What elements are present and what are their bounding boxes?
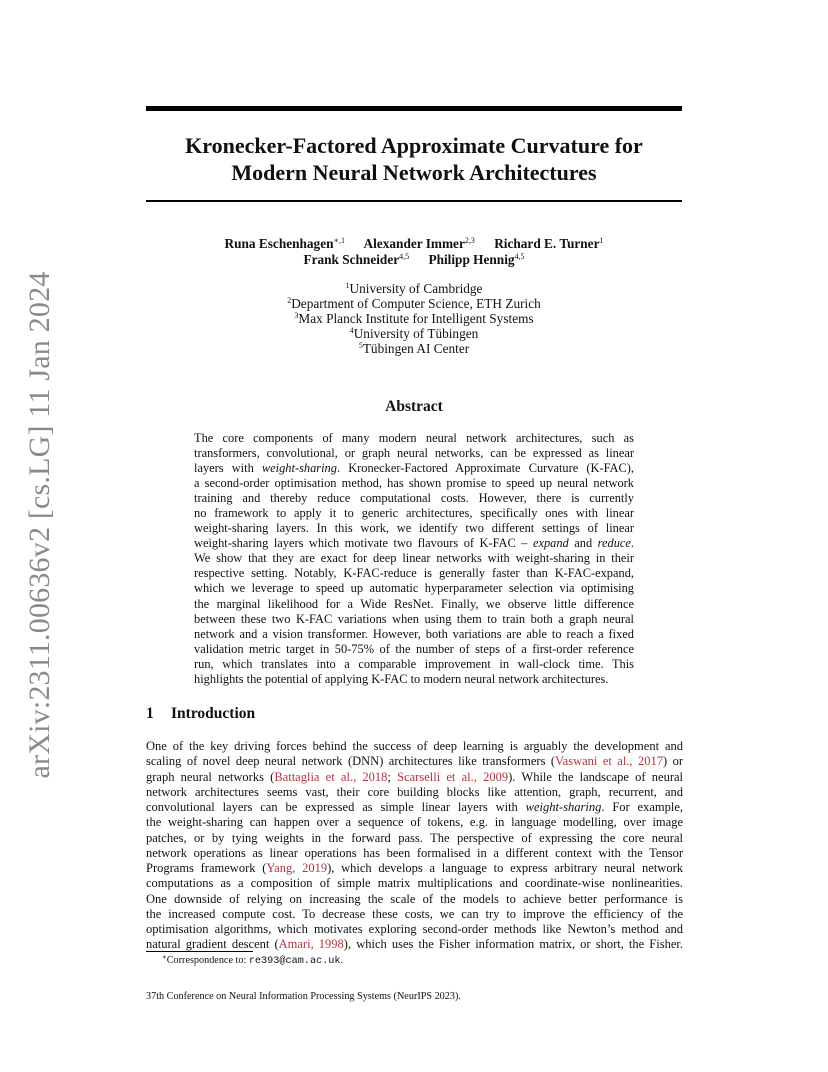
abstract-line: validation metric target in 50-75% of the number of steps of a first-order reference	[194, 641, 634, 656]
intro-line: network architectures seems vast, their core building blocks like attention, graph, recurrent, and	[146, 784, 683, 799]
abstract-heading: Abstract	[385, 398, 443, 415]
abstract-line	[194, 461, 634, 476]
author-row-2	[146, 252, 682, 268]
author-name: Runa Eschenhagen	[224, 236, 334, 251]
author-affil-sup: ∗,1	[333, 236, 345, 245]
intro-line	[146, 861, 683, 876]
abstract-text: weight-sharing layers which motivate two flavours of K-FAC –	[194, 536, 533, 551]
abstract-body	[194, 431, 634, 687]
author-affil-sup: 2,3	[464, 236, 475, 245]
abstract-text: layers with	[194, 461, 262, 476]
footnote	[162, 955, 343, 968]
abstract-line: network and a vision transformer. However, both variations are able to reach a fixed	[194, 626, 634, 641]
author-name: Richard E. Turner	[494, 236, 600, 251]
intro-line	[146, 800, 683, 815]
citation-link[interactable]: Scarselli et al., 2009	[397, 769, 509, 784]
footnote-text: Correspondence to:	[166, 955, 249, 966]
citation-link[interactable]: Battaglia et al., 2018	[274, 769, 388, 784]
affiliation	[146, 281, 682, 296]
abstract-line: no framework to apply it to generic architectures, specifically ones with linear	[194, 506, 634, 521]
title-line-1: Kronecker-Factored Approximate Curvature for	[185, 133, 643, 158]
affiliation-list	[146, 281, 682, 356]
affiliation	[146, 311, 682, 326]
intro-line	[146, 754, 683, 769]
abstract-emphasis: expand	[532, 536, 569, 551]
intro-emphasis: weight-sharing	[525, 800, 602, 814]
footnote-rule	[146, 951, 253, 952]
intro-text: graph neural networks (	[146, 769, 275, 784]
affiliation	[146, 296, 682, 311]
arxiv-identifier: arXiv:2311.00636v2 [cs.LG] 11 Jan 2024	[23, 271, 56, 779]
intro-line: patches, or by tying weights in the forward pass. The perspective of expressing the core neural	[146, 830, 683, 845]
abstract-emphasis: reduce	[597, 536, 631, 551]
author-name: Frank Schneider	[303, 252, 400, 267]
abstract-text: . Kronecker-Factored Approximate Curvature (K-FAC),	[336, 461, 634, 476]
abstract-line: a second-order optimisation method, has shown promise to speed up neural network	[194, 476, 634, 491]
affiliation-text: University of Cambridge	[349, 281, 483, 296]
citation-link[interactable]: Amari, 1998	[278, 937, 344, 952]
intro-text: ), which develops a language to express arbitrary neural network	[327, 861, 683, 875]
intro-line: the increased compute cost. To decrease these costs, we can try to improve the efficiency of the	[146, 906, 683, 921]
intro-line: network operations as linear operations has been formalised in a different context with the Tensor	[146, 845, 683, 860]
affiliation-sup: 3	[294, 311, 299, 320]
venue-note: 37th Conference on Neural Information Processing Systems (NeurIPS 2023).	[146, 991, 461, 1002]
correspondence-email[interactable]: re393@cam.ac.uk	[248, 956, 341, 967]
intro-text: ). While the landscape of neural	[508, 769, 684, 784]
footnote-text: .	[340, 955, 344, 966]
author-affil-sup: 1	[599, 236, 604, 245]
affiliation-text: University of Tübingen	[353, 326, 479, 341]
affiliation-sup: 5	[358, 341, 363, 350]
intro-line: One of the key driving forces behind the success of deep learning is arguably the development and	[146, 739, 683, 753]
citation-link[interactable]: Vaswani et al., 2017	[555, 754, 663, 769]
affiliation-sup: 2	[287, 296, 292, 305]
author-row-1	[146, 236, 682, 252]
abstract-emphasis: weight-sharing	[261, 461, 337, 476]
intro-line: graph neural networks (Battaglia et al., 2018; Scarselli et al., 2009). While the landscape of neural	[146, 769, 684, 784]
intro-line: optimisation algorithms, which motivates exploring second-order methods like Newton’s method and	[146, 922, 683, 936]
intro-text: . For example,	[601, 800, 683, 814]
author-name: Philipp Hennig	[428, 252, 515, 267]
author-affil-sup: 4,5	[399, 252, 410, 261]
affiliation	[146, 326, 682, 341]
abstract-line: run, which translates into a comparable improvement in wall-clock time. This	[194, 656, 634, 671]
intro-line: One downside of relying on increasing the scale of the models to achieve better performance is	[146, 891, 683, 906]
affiliation-sup: 4	[349, 326, 354, 335]
title-bottom-rule	[146, 200, 682, 202]
author-affil-sup: 4,5	[514, 252, 525, 261]
abstract-line: the marginal likelihood for a Wide ResNet. Finally, we observe little difference	[194, 596, 634, 611]
intro-text: ), which uses the Fisher information matrix, or short, the Fisher.	[343, 937, 683, 952]
paper-title	[146, 132, 682, 186]
introduction-body	[146, 739, 683, 953]
intro-text: convolutional layers can be expressed as simple linear layers with	[146, 800, 526, 814]
affiliation	[146, 341, 682, 356]
abstract-line: training and thereby reduce computational costs. However, there is currently	[194, 491, 634, 506]
author-name: Alexander Immer	[363, 236, 465, 251]
abstract-line: respective setting. Notably, K-FAC-reduce is generally faster than K-FAC-expand,	[194, 566, 634, 581]
intro-line: computations as a composition of simple matrix multiplications and coordinate-wise nonlinearities.	[146, 876, 683, 891]
section-heading	[146, 705, 682, 723]
title-line-2: Modern Neural Network Architectures	[231, 160, 597, 185]
affiliation-text: Department of Computer Science, ETH Zurich	[291, 296, 541, 311]
intro-line: the weight-sharing can happen over a sequence of tokens, e.g. in language modelling, over image	[146, 815, 683, 830]
affiliation-sup: 1	[345, 281, 350, 290]
abstract-text: .	[630, 536, 635, 551]
intro-text: natural gradient descent (	[146, 937, 279, 952]
abstract-line	[194, 536, 634, 551]
citation-link[interactable]: Yang, 2019	[266, 861, 328, 875]
section-title: Introduction	[171, 705, 256, 722]
intro-text: Programs framework (	[146, 861, 267, 875]
footnote-marker: ∗	[162, 953, 167, 961]
intro-text: scaling of novel deep neural network (DNN) architectures like transformers (	[146, 754, 556, 769]
abstract-line: We show that they are exact for deep linear networks with weight-sharing in their	[194, 551, 634, 566]
abstract-line: highlights the potential of applying K-FAC to modern neural network architectures.	[194, 671, 609, 686]
abstract-line: transformers, convolutional, or graph neural networks, can be expressed as linear	[194, 446, 634, 461]
abstract-line: The core components of many modern neural network architectures, such as	[194, 431, 634, 445]
author-block	[146, 236, 682, 268]
section-number: 1	[146, 705, 154, 722]
affiliation-text: Max Planck Institute for Intelligent Systems	[298, 311, 534, 326]
abstract-line: which we leverage to speed up automatic hyperparameter selection via optimising	[194, 581, 634, 596]
abstract-line: weight-sharing layers. In this work, we identify two different settings of linear	[194, 521, 634, 536]
title-top-rule	[146, 106, 682, 111]
intro-text: ) or	[662, 754, 683, 769]
affiliation-text: Tübingen AI Center	[362, 341, 470, 356]
abstract-line: between these two K-FAC variations when using them to train both a graph neural	[194, 611, 634, 626]
abstract-text: and	[568, 536, 598, 551]
